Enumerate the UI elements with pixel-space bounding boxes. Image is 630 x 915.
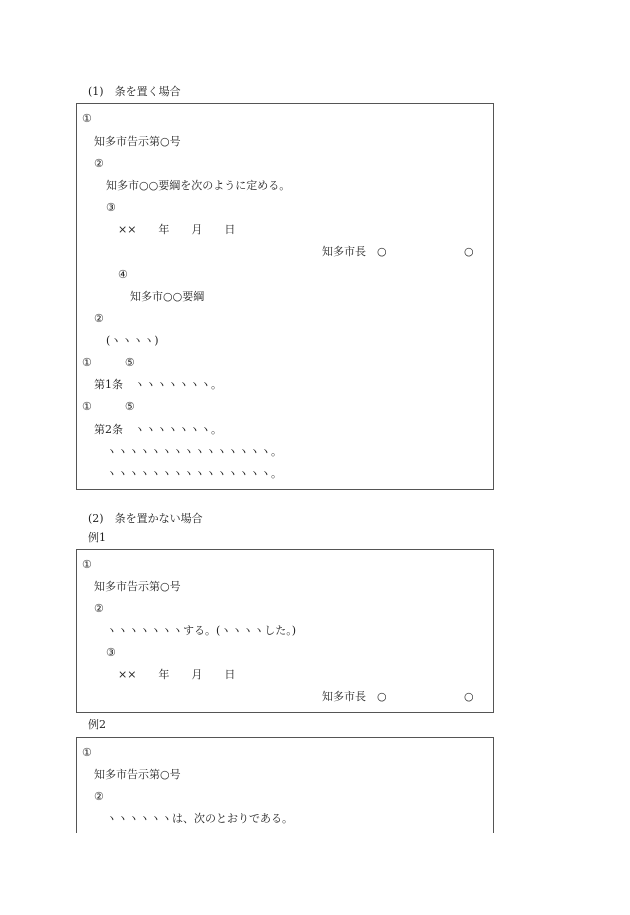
notice-number: 知多市告示第○号	[94, 135, 181, 148]
ex1-marker-1: ①	[82, 558, 92, 571]
ex1-marker-2: ②	[94, 602, 104, 615]
marker-3: ③	[106, 201, 116, 214]
mayor-seal-mark: ○	[464, 245, 474, 258]
section1-heading: (1) 条を置く場合	[88, 85, 181, 98]
date-line: ×× 年 月 日	[118, 223, 236, 236]
article-1: 第1条 ヽヽヽヽヽヽヽ。	[94, 378, 222, 391]
article-2-line-2: ヽヽヽヽヽヽヽヽヽヽヽヽヽヽヽ。	[106, 445, 282, 458]
ex1-marker-3: ③	[106, 646, 116, 659]
example2-label: 例2	[88, 718, 106, 731]
enactment-sentence: 知多市○○要綱を次のように定める。	[106, 179, 291, 192]
ex2-notice-number: 知多市告示第○号	[94, 768, 181, 781]
ex2-marker-1: ①	[82, 746, 92, 759]
marker-1-5a: ① ⑤	[82, 356, 135, 369]
article-2-line-3: ヽヽヽヽヽヽヽヽヽヽヽヽヽヽヽ。	[106, 467, 282, 480]
article-2: 第2条 ヽヽヽヽヽヽヽ。	[94, 423, 222, 436]
ex1-date-line: ×× 年 月 日	[118, 668, 236, 681]
ex1-notice-number: 知多市告示第○号	[94, 580, 181, 593]
caption-line: (ヽヽヽヽ)	[106, 334, 159, 347]
ex1-mayor-name: 知多市長 ○	[322, 690, 387, 703]
section2-heading: (2) 条を置かない場合	[88, 512, 203, 525]
marker-2b: ②	[94, 312, 104, 325]
ex1-mayor-seal-mark: ○	[464, 690, 474, 703]
ex1-body-sentence: ヽヽヽヽヽヽヽする。(ヽヽヽヽした。)	[106, 624, 297, 637]
marker-1-5b: ① ⑤	[82, 400, 135, 413]
example1-label: 例1	[88, 531, 106, 544]
ex2-marker-2: ②	[94, 790, 104, 803]
marker-1: ①	[82, 112, 92, 125]
marker-4: ④	[118, 268, 128, 281]
ordinance-title: 知多市○○要綱	[130, 290, 205, 303]
mayor-name: 知多市長 ○	[322, 245, 387, 258]
marker-2: ②	[94, 157, 104, 170]
ex2-body-sentence: ヽヽヽヽヽヽは、次のとおりである。	[106, 812, 293, 825]
